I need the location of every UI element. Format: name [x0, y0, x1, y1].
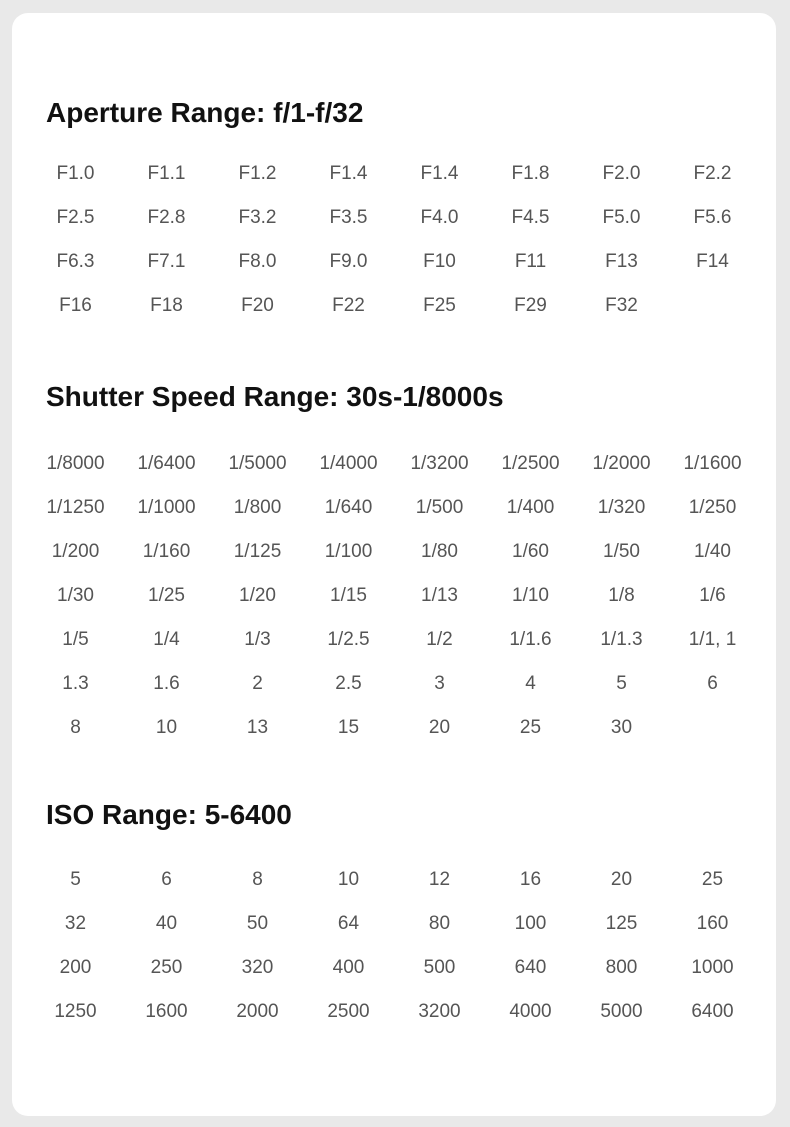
shutter-value: 1/1.3 — [600, 629, 643, 650]
shutter-value: 1/800 — [233, 497, 282, 518]
shutter-value: 1/6400 — [137, 453, 196, 474]
spec-card — [12, 13, 776, 1116]
shutter-value: 1/250 — [688, 497, 737, 518]
shutter-value: 1/500 — [415, 497, 464, 518]
aperture-value: F1.2 — [238, 163, 277, 184]
shutter-value: 1/80 — [421, 541, 458, 562]
iso-value: 50 — [246, 913, 269, 934]
shutter-value: 1/200 — [51, 541, 100, 562]
iso-value: 640 — [514, 957, 547, 978]
aperture-title: Aperture Range: f/1-f/32 — [46, 97, 364, 128]
aperture-value: F3.5 — [329, 207, 368, 228]
shutter-value: 13 — [246, 717, 269, 738]
shutter-value: 25 — [519, 717, 542, 738]
aperture-value: F2.2 — [693, 163, 732, 184]
aperture-grid — [30, 152, 758, 328]
shutter-value: 1/60 — [512, 541, 549, 562]
iso-value: 8 — [252, 869, 263, 890]
shutter-value: 3 — [434, 673, 445, 694]
iso-value: 16 — [519, 869, 542, 890]
shutter-value: 1/1.6 — [509, 629, 552, 650]
iso-value: 12 — [428, 869, 451, 890]
shutter-value: 1/8000 — [46, 453, 105, 474]
aperture-value: F4.0 — [420, 207, 459, 228]
shutter-value: 1/400 — [506, 497, 555, 518]
shutter-value: 1/50 — [603, 541, 640, 562]
iso-value: 5000 — [600, 1001, 643, 1022]
aperture-value: F25 — [423, 295, 456, 316]
aperture-value: F5.6 — [693, 207, 732, 228]
shutter-value: 1/320 — [597, 497, 646, 518]
aperture-value: F20 — [241, 295, 274, 316]
iso-value: 32 — [64, 913, 87, 934]
iso-value: 500 — [423, 957, 456, 978]
shutter-value: 1/6 — [699, 585, 726, 606]
aperture-value: F16 — [59, 295, 92, 316]
iso-value: 125 — [605, 913, 638, 934]
aperture-value: F14 — [696, 251, 729, 272]
aperture-value: F32 — [605, 295, 638, 316]
shutter-value: 1/160 — [142, 541, 191, 562]
shutter-value: 1/5000 — [228, 453, 287, 474]
aperture-value: F1.1 — [147, 163, 186, 184]
iso-value: 2500 — [327, 1001, 370, 1022]
shutter-value: 1/15 — [330, 585, 367, 606]
shutter-value: 1/3 — [244, 629, 271, 650]
shutter-value: 2.5 — [335, 673, 362, 694]
iso-value: 800 — [605, 957, 638, 978]
iso-value: 250 — [150, 957, 183, 978]
iso-value: 1000 — [691, 957, 734, 978]
iso-title: ISO Range: 5-6400 — [46, 799, 292, 830]
aperture-value: F13 — [605, 251, 638, 272]
iso-value: 1600 — [145, 1001, 188, 1022]
aperture-value: F29 — [514, 295, 547, 316]
shutter-value: 1/2 — [426, 629, 453, 650]
shutter-value: 1/13 — [421, 585, 458, 606]
shutter-value: 1/25 — [148, 585, 185, 606]
aperture-value: F4.5 — [511, 207, 550, 228]
shutter-value: 1/125 — [233, 541, 282, 562]
iso-value: 400 — [332, 957, 365, 978]
iso-value: 64 — [337, 913, 360, 934]
shutter-value: 1/10 — [512, 585, 549, 606]
shutter-value: 20 — [428, 717, 451, 738]
shutter-value: 1/4000 — [319, 453, 378, 474]
shutter-value: 1/2.5 — [327, 629, 370, 650]
aperture-value: F8.0 — [238, 251, 277, 272]
iso-value: 20 — [610, 869, 633, 890]
shutter-value: 1/2000 — [592, 453, 651, 474]
aperture-value: F3.2 — [238, 207, 277, 228]
iso-value: 6400 — [691, 1001, 734, 1022]
shutter-value: 4 — [525, 673, 536, 694]
iso-value: 1250 — [54, 1001, 97, 1022]
aperture-value: F9.0 — [329, 251, 368, 272]
aperture-value: F2.0 — [602, 163, 641, 184]
iso-value: 100 — [514, 913, 547, 934]
shutter-value: 1.3 — [62, 673, 89, 694]
iso-value: 160 — [696, 913, 729, 934]
shutter-value: 1/30 — [57, 585, 94, 606]
iso-value: 10 — [337, 869, 360, 890]
shutter-speed-grid — [30, 442, 758, 750]
shutter-value: 6 — [707, 673, 718, 694]
shutter-value: 30 — [610, 717, 633, 738]
shutter-value: 1/5 — [62, 629, 89, 650]
aperture-value: F5.0 — [602, 207, 641, 228]
iso-value: 2000 — [236, 1001, 279, 1022]
shutter-value: 1/1000 — [137, 497, 196, 518]
iso-value: 6 — [161, 869, 172, 890]
iso-value: 3200 — [418, 1001, 461, 1022]
iso-grid — [30, 858, 758, 1034]
shutter-value: 1/3200 — [410, 453, 469, 474]
iso-value: 40 — [155, 913, 178, 934]
shutter-value: 1/1250 — [46, 497, 105, 518]
shutter-value: 10 — [155, 717, 178, 738]
aperture-value: F1.4 — [420, 163, 459, 184]
shutter-value: 1/640 — [324, 497, 373, 518]
aperture-value: F7.1 — [147, 251, 186, 272]
shutter-value: 5 — [616, 673, 627, 694]
shutter-value: 1/4 — [153, 629, 180, 650]
shutter-value: 15 — [337, 717, 360, 738]
shutter-value: 2 — [252, 673, 263, 694]
shutter-value: 8 — [70, 717, 81, 738]
shutter-value: 1/100 — [324, 541, 373, 562]
shutter-value: 1/20 — [239, 585, 276, 606]
shutter-speed-title: Shutter Speed Range: 30s-1/8000s — [46, 381, 504, 412]
iso-value: 200 — [59, 957, 92, 978]
shutter-value: 1/2500 — [501, 453, 560, 474]
shutter-value: 1/1600 — [683, 453, 742, 474]
iso-value: 80 — [428, 913, 451, 934]
iso-value: 25 — [701, 869, 724, 890]
shutter-value: 1/8 — [608, 585, 635, 606]
iso-value: 320 — [241, 957, 274, 978]
aperture-value: F2.5 — [56, 207, 95, 228]
iso-value: 5 — [70, 869, 81, 890]
aperture-value: F10 — [423, 251, 456, 272]
shutter-value: 1.6 — [153, 673, 180, 694]
aperture-value: F1.4 — [329, 163, 368, 184]
shutter-value: 1/1, 1 — [688, 629, 737, 650]
shutter-value: 1/40 — [694, 541, 731, 562]
aperture-value: F18 — [150, 295, 183, 316]
aperture-value: F11 — [514, 251, 547, 272]
aperture-value: F1.0 — [56, 163, 95, 184]
aperture-value: F6.3 — [56, 251, 95, 272]
aperture-value: F2.8 — [147, 207, 186, 228]
aperture-value: F22 — [332, 295, 365, 316]
aperture-value: F1.8 — [511, 163, 550, 184]
iso-value: 4000 — [509, 1001, 552, 1022]
